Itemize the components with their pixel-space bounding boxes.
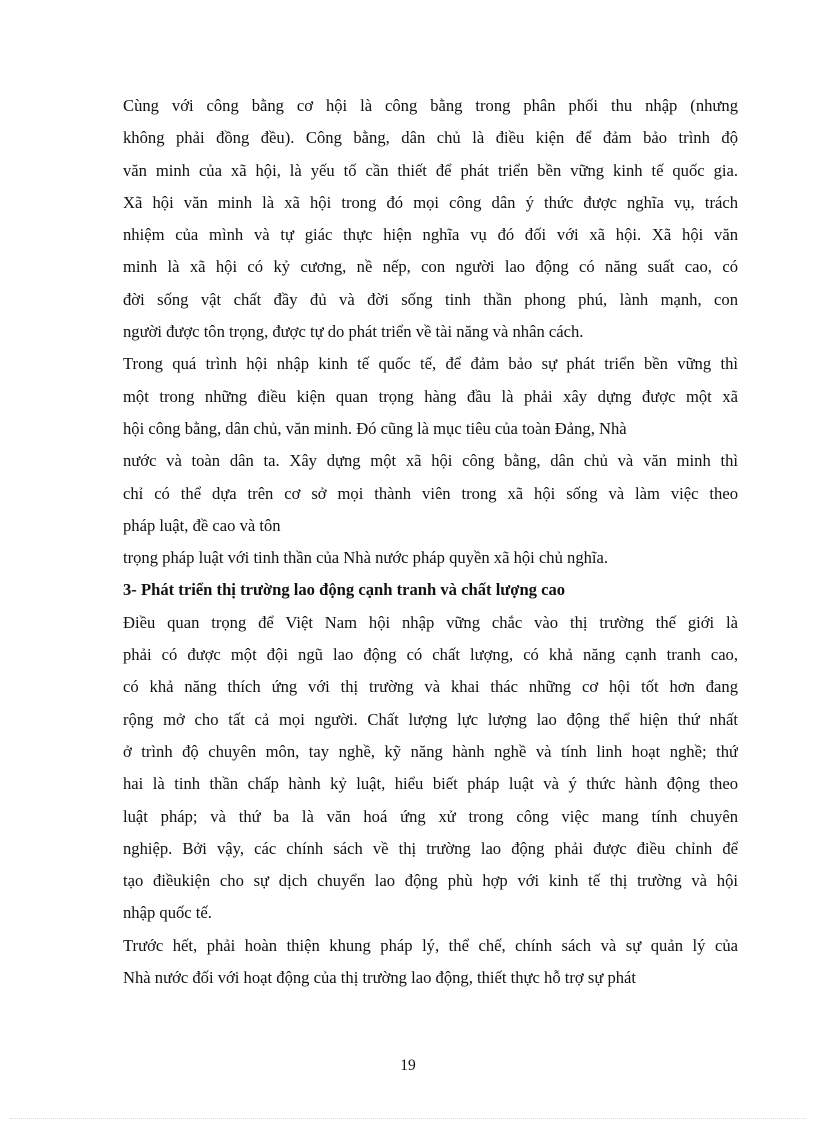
page-bottom-divider — [10, 1118, 806, 1119]
text-line: đời sống vật chất đầy đủ và đời sống tinh thần phong phú, lành mạnh, con — [123, 289, 738, 309]
text-line: nghiệp. Bởi vậy, các chính sách về thị trường lao động phải được điều chỉnh để — [123, 838, 738, 858]
text-line: Cùng với công bằng cơ hội là công bằng trong phân phối thu nhập (nhưng — [123, 96, 738, 115]
text-line: nhiệm của mình và tự giác thực hiện nghĩa vụ đó đối với xã hội. Xã hội văn — [123, 225, 738, 245]
text-line: Trong quá trình hội nhập kinh tế quốc tế, để đảm bảo sự phát triển bền vững thì — [123, 354, 738, 374]
text-line: hội công bằng, dân chủ, văn minh. Đó cũng là mục tiêu của toàn Đảng, Nhà — [123, 418, 627, 438]
section-heading: 3- Phát triển thị trường lao động cạnh tranh và chất lượng cao — [123, 580, 566, 600]
text-line: chỉ có thể dựa trên cơ sở mọi thành viên trong xã hội sống và làm việc theo — [123, 483, 738, 503]
text-line: Nhà nước đối với hoạt động của thị trường lao động, thiết thực hỗ trợ sự phát — [123, 968, 637, 988]
text-line: nước và toàn dân ta. Xây dựng một xã hội công bằng, dân chủ và văn minh thì — [123, 451, 738, 471]
text-line: người được tôn trọng, được tự do phát triển về tài năng và nhân cách. — [123, 322, 584, 342]
text-line: hai là tinh thần chấp hành kỷ luật, hiểu biết pháp luật và ý thức hành động theo — [123, 774, 738, 794]
text-line: phải có được một đội ngũ lao động có chất lượng, có khả năng cạnh tranh cao, — [123, 645, 738, 665]
text-line: nhập quốc tế. — [123, 903, 212, 923]
text-line: không phải đồng đều). Công bằng, dân chủ là điều kiện để đảm bảo trình độ — [123, 128, 738, 148]
text-line: pháp luật, đề cao và tôn — [123, 515, 281, 535]
document-body — [123, 90, 738, 994]
text-line: Điều quan trọng để Việt Nam hội nhập vững chắc vào thị trường thế giới là — [123, 612, 738, 632]
text-line: ở trình độ chuyên môn, tay nghề, kỹ năng hành nghề và tính linh hoạt nghề; thứ — [123, 741, 738, 761]
text-line: minh là xã hội có kỷ cương, nề nếp, con người lao động có năng suất cao, có — [123, 257, 738, 277]
text-line: trọng pháp luật với tinh thần của Nhà nước pháp quyền xã hội chủ nghĩa. — [123, 548, 609, 568]
text-line: có khả năng thích ứng với thị trường và khai thác những cơ hội tốt hơn đang — [123, 677, 738, 697]
text-line: một trong những điều kiện quan trọng hàng đầu là phải xây dựng được một xã — [123, 386, 738, 406]
text-line: luật pháp; và thứ ba là văn hoá ứng xử trong công việc mang tính chuyên — [123, 806, 738, 826]
text-line: tạo điềukiện cho sự dịch chuyển lao động phù hợp với kinh tế thị trường và hội — [123, 871, 738, 891]
text-line: Xã hội văn minh là xã hội trong đó mọi công dân ý thức được nghĩa vụ, trách — [123, 192, 738, 212]
text-line: Trước hết, phải hoàn thiện khung pháp lý, thể chế, chính sách và sự quản lý của — [123, 935, 738, 955]
text-line: văn minh của xã hội, là yếu tố cần thiết để phát triển bền vững kinh tế quốc gia. — [123, 160, 738, 180]
page-number: 19 — [400, 1057, 416, 1074]
text-line: rộng mở cho tất cả mọi người. Chất lượng lực lượng lao động thể hiện thứ nhất — [123, 709, 738, 729]
